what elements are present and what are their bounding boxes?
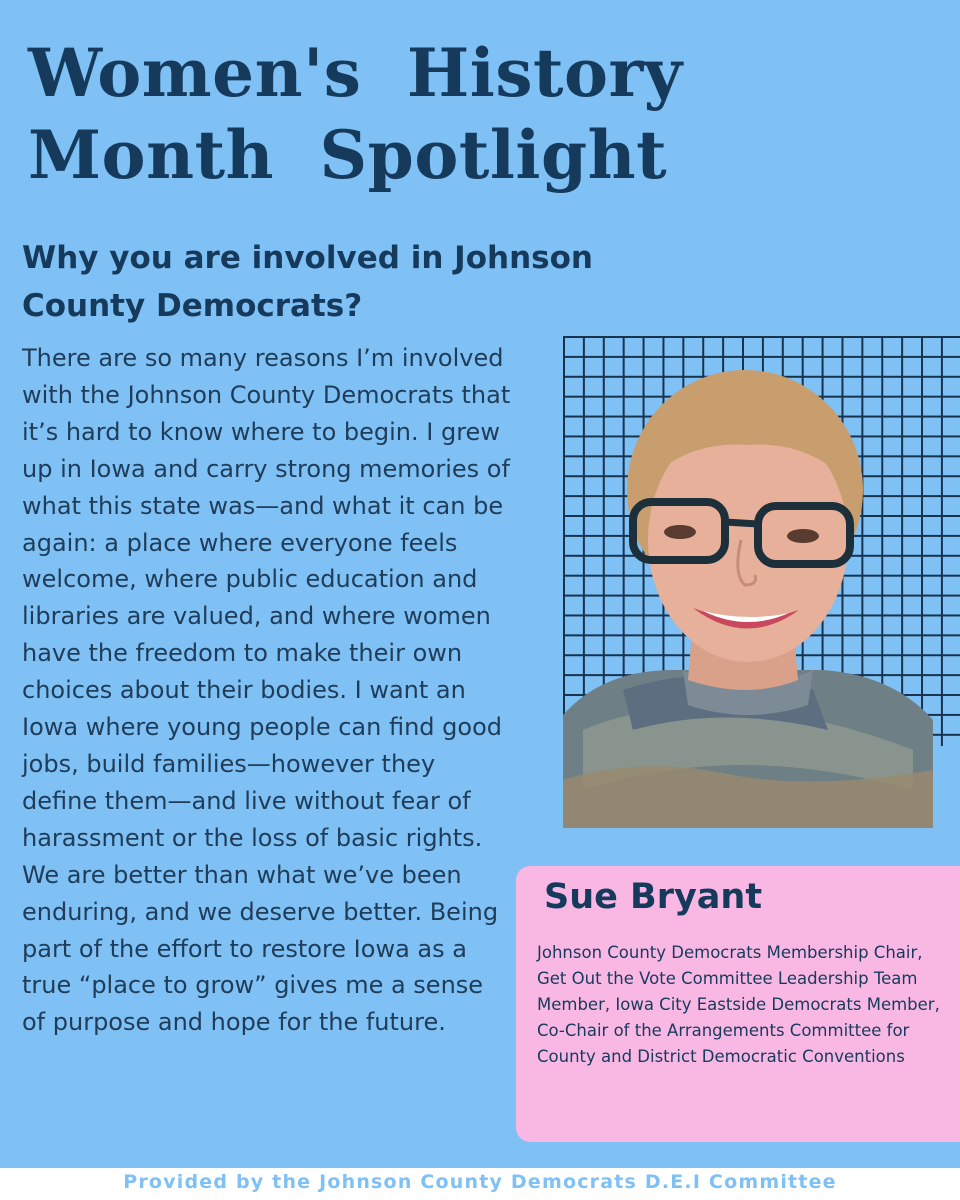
profile-name: Sue Bryant [544, 877, 763, 917]
profile-roles: Johnson County Democrats Membership Chair, Get Out the Vote Committee Leadership Team Member, Iowa City Eastside Democrats Member, Co-Chair of the Arrangements Committee for County and District Democratic Conventions [537, 943, 940, 1066]
footer-credit: Provided by the Johnson County Democrats D.E.I Committee [123, 1171, 837, 1193]
answer-text: There are so many reasons I’m involved with the Johnson County Democrats that it’s hard to know where to begin. I grew up in Iowa and carry strong memories of what this state was—and what it can be again: a place where everyone feels welcome, where public education and libraries are valued, and where women have the freedom to make their own choices about their bodies. I want an Iowa where young people can find good jobs, build families—however they define them—and live without fear of harassment or the loss of basic rights. We are better than what we’ve been enduring, and we deserve better. Being part of the effort to restore Iowa as a true “place to grow” gives me a sense of purpose and hope for the future. [22, 344, 511, 1037]
portrait-photo [563, 370, 933, 828]
question-heading: Why you are involved in Johnson County Democrats? [22, 240, 593, 324]
page-title: Women's History Month Spotlight [28, 34, 683, 194]
profile-card [516, 866, 960, 1142]
